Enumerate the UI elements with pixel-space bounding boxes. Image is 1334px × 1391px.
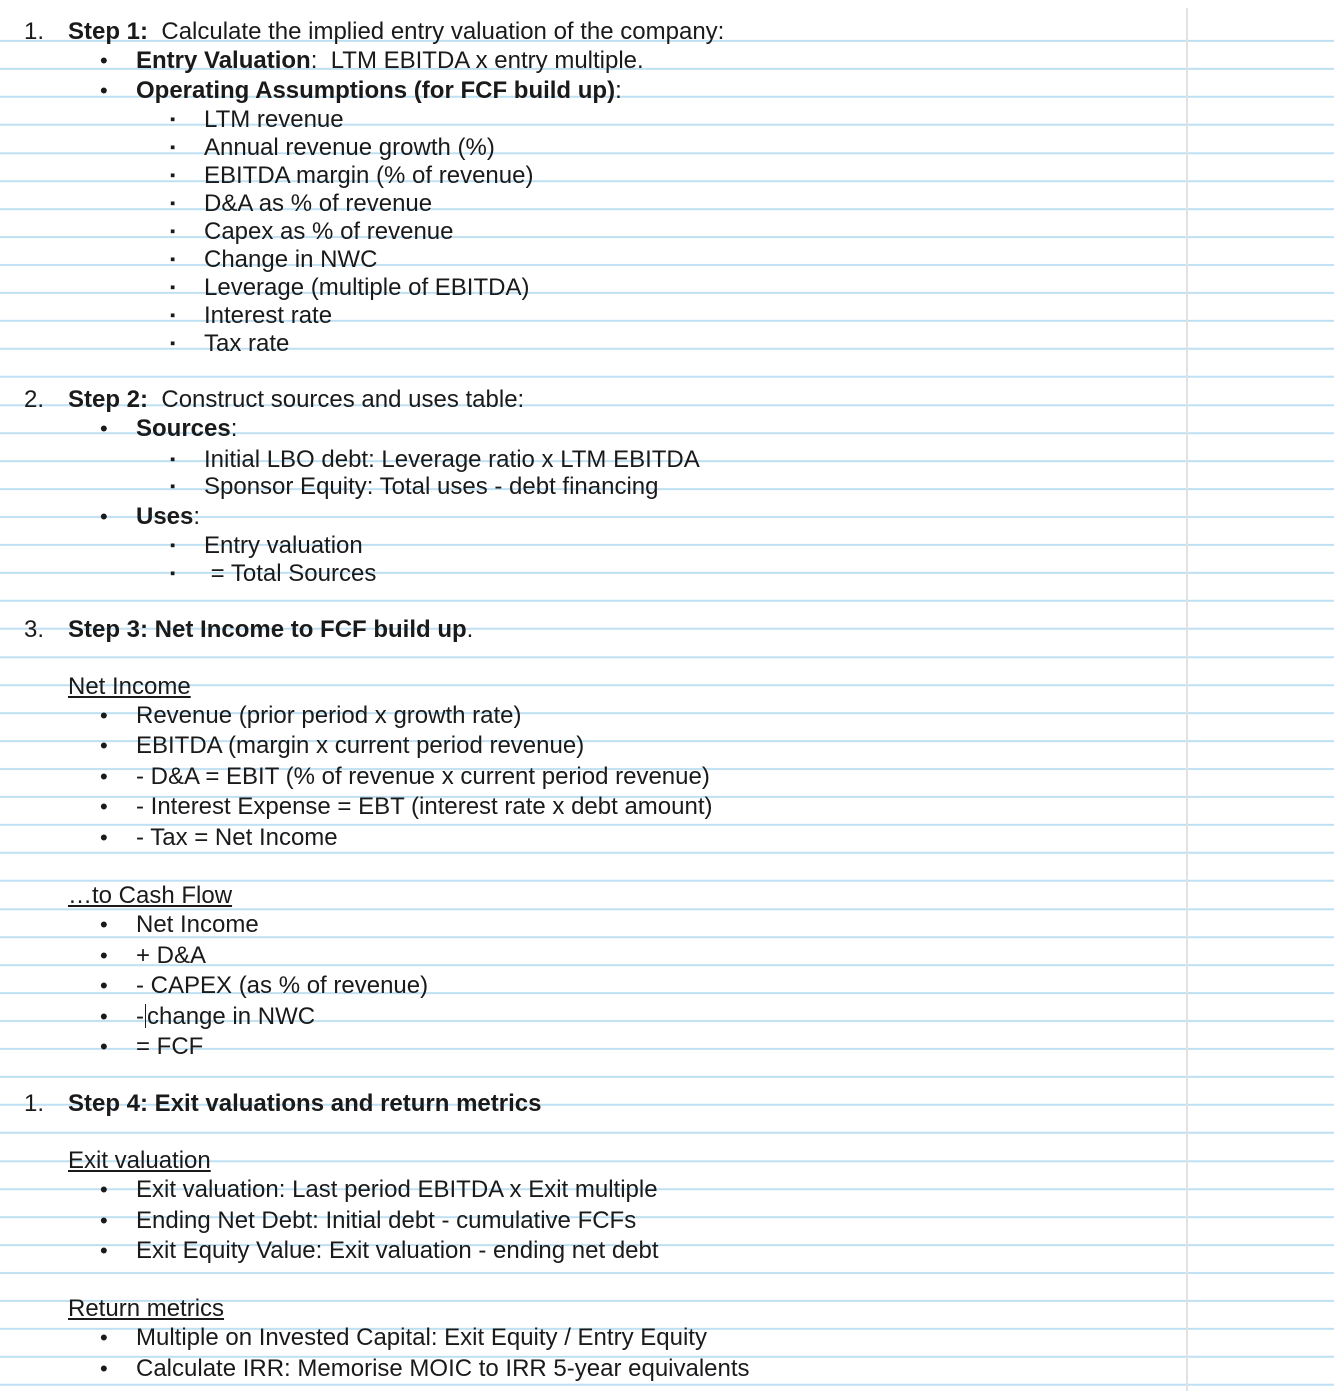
bullet-glyph: • <box>100 794 108 819</box>
item-text: Revenue (prior period x growth rate) <box>136 702 522 729</box>
item-text: Capex as % of revenue <box>204 218 454 245</box>
item-text: Calculate IRR: Memorise MOIC to IRR 5-year equivalents <box>136 1355 750 1382</box>
op-label: Operating Assumptions (for FCF build up) <box>136 77 616 104</box>
item-text: Change in NWC <box>204 246 378 273</box>
item-text: - CAPEX (as % of revenue) <box>136 972 429 999</box>
bullet-glyph: • <box>100 764 108 789</box>
item-text: - Tax = Net Income <box>136 824 338 851</box>
net-income-heading <box>68 673 191 701</box>
step-label: Step 2: <box>68 386 149 413</box>
list-item <box>0 942 1180 970</box>
item-text: EBITDA (margin x current period revenue) <box>136 732 585 759</box>
list-item <box>0 1003 1180 1031</box>
list-item <box>0 1033 1180 1061</box>
bullet-glyph: • <box>100 943 108 968</box>
list-item <box>0 1355 1180 1383</box>
list-item <box>0 302 1180 330</box>
list-item <box>0 732 1180 760</box>
step-text: Calculate the implied entry valuation of the company: <box>161 18 725 45</box>
square-bullet: ▪ <box>170 307 176 324</box>
list-item <box>0 162 1180 190</box>
heading-text: Net Income <box>68 673 191 700</box>
bullet-glyph: • <box>100 1238 108 1263</box>
list-number: 1. <box>24 18 45 45</box>
step2-heading <box>0 386 1180 414</box>
minus-sign: - <box>136 1003 144 1030</box>
item-text: Sponsor Equity: Total uses - debt financing <box>204 473 659 500</box>
item-text: - D&A = EBIT (% of revenue x current period revenue) <box>136 763 710 790</box>
list-item <box>0 702 1180 730</box>
list-item <box>0 763 1180 791</box>
step-label: Step 1: <box>68 18 149 45</box>
square-bullet: ▪ <box>170 251 176 268</box>
list-item <box>0 134 1180 162</box>
item-text: EBITDA margin (% of revenue) <box>204 162 534 189</box>
square-bullet: ▪ <box>170 167 176 184</box>
item-text: change in NWC <box>147 1003 316 1030</box>
list-item <box>0 218 1180 246</box>
square-bullet: ▪ <box>170 537 176 554</box>
bullet-glyph: • <box>100 48 108 73</box>
bullet-sources: • Sources: <box>100 415 238 442</box>
heading-text: Return metrics <box>68 1295 225 1322</box>
item-text: Interest rate <box>204 302 333 329</box>
exit-valuation-heading <box>68 1147 211 1175</box>
list-number: 2. <box>24 386 45 413</box>
list-item <box>0 1324 1180 1352</box>
bullet-glyph: • <box>100 1356 108 1381</box>
bullet-glyph: • <box>100 1208 108 1233</box>
item-text: + D&A <box>136 942 207 969</box>
list-item <box>0 190 1180 218</box>
step-label: Step 4: Exit valuations and return metrics <box>68 1090 542 1117</box>
list-item <box>0 972 1180 1000</box>
entry-label: Entry Valuation <box>136 47 311 74</box>
bullet-glyph: • <box>100 78 108 103</box>
entry-text: LTM EBITDA x entry multiple. <box>330 47 644 74</box>
heading-text: Exit valuation <box>68 1147 211 1174</box>
sources-label: Sources <box>136 415 231 442</box>
list-item <box>0 1207 1180 1235</box>
bullet-glyph: • <box>100 1177 108 1202</box>
list-item <box>0 246 1180 274</box>
list-item <box>0 106 1180 134</box>
return-metrics-heading <box>68 1295 224 1323</box>
item-text: LTM revenue <box>204 106 344 133</box>
list-item <box>0 446 1180 474</box>
bullet-uses: • Uses: <box>100 503 201 530</box>
square-bullet: ▪ <box>170 223 176 240</box>
bullet-glyph: • <box>100 733 108 758</box>
item-text: - Interest Expense = EBT (interest rate x debt amount) <box>136 793 713 820</box>
square-bullet: ▪ <box>170 111 176 128</box>
item-text: = Total Sources <box>204 560 377 587</box>
list-item <box>0 1176 1180 1204</box>
list-item <box>0 532 1180 560</box>
square-bullet: ▪ <box>170 139 176 156</box>
square-bullet: ▪ <box>170 335 176 352</box>
item-text: Exit Equity Value: Exit valuation - ending net debt <box>136 1237 659 1264</box>
item-text: Ending Net Debt: Initial debt - cumulative FCFs <box>136 1207 637 1234</box>
list-item <box>0 1237 1180 1265</box>
step-text: Construct sources and uses table: <box>161 386 525 413</box>
list-item <box>0 793 1180 821</box>
item-text: = FCF <box>136 1033 204 1060</box>
item-text: Annual revenue growth (%) <box>204 134 495 161</box>
item-text: Net Income <box>136 911 259 938</box>
square-bullet: ▪ <box>170 195 176 212</box>
item-text: D&A as % of revenue <box>204 190 433 217</box>
bullet-glyph: • <box>100 504 108 529</box>
square-bullet: ▪ <box>170 478 176 495</box>
item-text: Leverage (multiple of EBITDA) <box>204 274 530 301</box>
step-label: Step 3: Net Income to FCF build up <box>68 616 467 643</box>
heading-text: …to Cash Flow <box>68 882 233 909</box>
square-bullet: ▪ <box>170 279 176 296</box>
item-text: Exit valuation: Last period EBITDA x Exit multiple <box>136 1176 658 1203</box>
uses-label: Uses <box>136 503 194 530</box>
step1-heading <box>0 18 1180 46</box>
list-item <box>0 560 1180 588</box>
step3-heading: 3. Step 3: Net Income to FCF build up. <box>24 616 474 643</box>
list-item <box>0 824 1180 852</box>
bullet-glyph: • <box>100 416 108 441</box>
list-item <box>0 330 1180 358</box>
bullet-entry-valuation: • Entry Valuation: LTM EBITDA x entry multiple. <box>100 47 644 74</box>
bullet-glyph: • <box>100 1004 108 1029</box>
list-item <box>0 274 1180 302</box>
bullet-glyph: • <box>100 1034 108 1059</box>
cash-flow-heading <box>68 882 232 910</box>
step4-heading <box>0 1090 1180 1118</box>
bullet-glyph: • <box>100 703 108 728</box>
list-item <box>0 911 1180 939</box>
bullet-glyph: • <box>100 912 108 937</box>
square-bullet: ▪ <box>170 451 176 468</box>
item-text: Entry valuation <box>204 532 363 559</box>
item-text: Tax rate <box>204 330 290 357</box>
bullet-glyph: • <box>100 825 108 850</box>
bullet-glyph: • <box>100 1325 108 1350</box>
square-bullet: ▪ <box>170 565 176 582</box>
bullet-operating-assumptions: • Operating Assumptions (for FCF build up): <box>100 77 622 104</box>
list-number: 3. <box>24 616 45 643</box>
text-cursor <box>145 1004 146 1028</box>
item-text: Multiple on Invested Capital: Exit Equity / Entry Equity <box>136 1324 707 1351</box>
bullet-glyph: • <box>100 973 108 998</box>
margin-line <box>1186 8 1188 1391</box>
item-text: Initial LBO debt: Leverage ratio x LTM EBITDA <box>204 446 700 473</box>
list-number: 1. <box>24 1090 45 1117</box>
list-item <box>0 473 1180 501</box>
